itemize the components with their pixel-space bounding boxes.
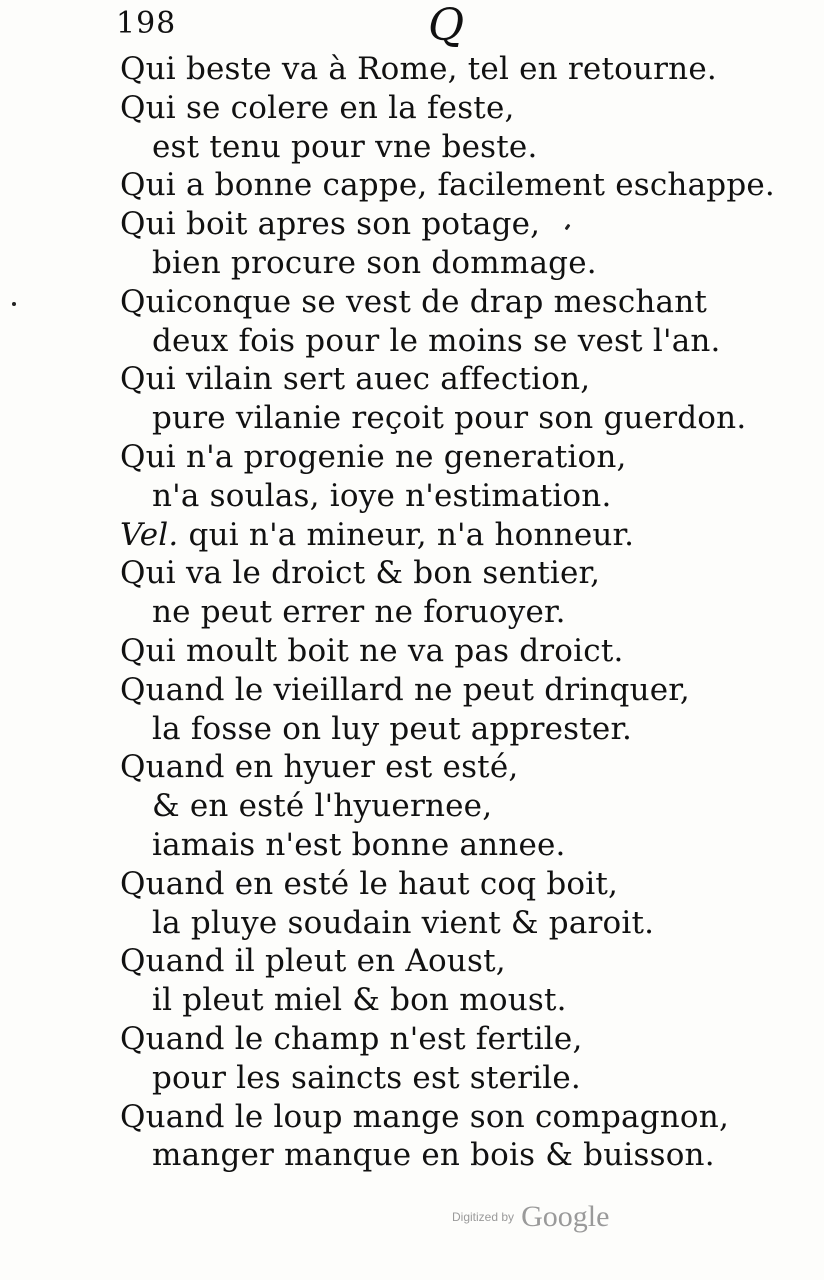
text-line-variant (120, 516, 760, 555)
proverb-text-block (120, 50, 775, 1175)
text-line: ne peut errer ne foruoyer. (152, 594, 566, 631)
text-line: Qui n'a progenie ne generation, (120, 438, 627, 475)
digitization-watermark (452, 1200, 609, 1240)
text-line: Quand en esté le haut coq boit, (120, 865, 619, 902)
text-line: la fosse on luy peut apprester. (152, 710, 633, 747)
digitized-label: Digitized by (452, 1210, 515, 1224)
text-line: pour les saincts est sterile. (152, 1059, 581, 1096)
text-line: Qui beste va à Rome, tel en retourne. (120, 51, 717, 87)
google-logo: Google (521, 1200, 610, 1233)
variant-marker: Vel. (120, 516, 179, 553)
text-line: Quiconque se vest de drap meschant (120, 283, 708, 320)
scan-speck (12, 302, 16, 306)
page-number: 198 (116, 6, 177, 41)
variant-text: qui n'a mineur, n'a honneur. (178, 516, 635, 553)
text-line: Qui vilain sert auec affection, (120, 361, 591, 398)
text-line: Quand en hyuer est esté, (120, 749, 519, 786)
text-line: il pleut miel & bon moust. (152, 982, 567, 1019)
text-line: Quand le loup mange son compagnon, (120, 1098, 729, 1135)
text-line: pure vilanie reçoit pour son guerdon. (152, 400, 747, 437)
text-line: Qui va le droict & bon sentier, (120, 555, 601, 592)
text-line: la pluye soudain vient & paroit. (152, 904, 655, 941)
text-line: Qui moult boit ne va pas droict. (120, 632, 624, 669)
text-line: & en esté l'hyuernee, (152, 788, 493, 825)
text-line: manger manque en bois & buisson. (152, 1137, 715, 1174)
text-line: deux fois pour le moins se vest l'an. (152, 322, 721, 359)
running-head-letter: Q (428, 0, 465, 51)
text-line: Quand il pleut en Aoust, (120, 943, 506, 980)
text-line: Qui boit apres son potage, (120, 206, 541, 243)
text-line: est tenu pour vne beste. (152, 128, 538, 165)
text-line: Qui a bonne cappe, facilement eschappe. (120, 167, 775, 204)
text-line: n'a soulas, ioye n'estimation. (152, 477, 612, 514)
text-line: Quand le champ n'est fertile, (120, 1020, 583, 1057)
text-line: iamais n'est bonne annee. (152, 826, 566, 863)
text-line: Quand le vieillard ne peut drinquer, (120, 671, 690, 708)
text-line: Qui se colere en la feste, (120, 89, 515, 126)
text-line: bien procure son dommage. (152, 244, 597, 281)
